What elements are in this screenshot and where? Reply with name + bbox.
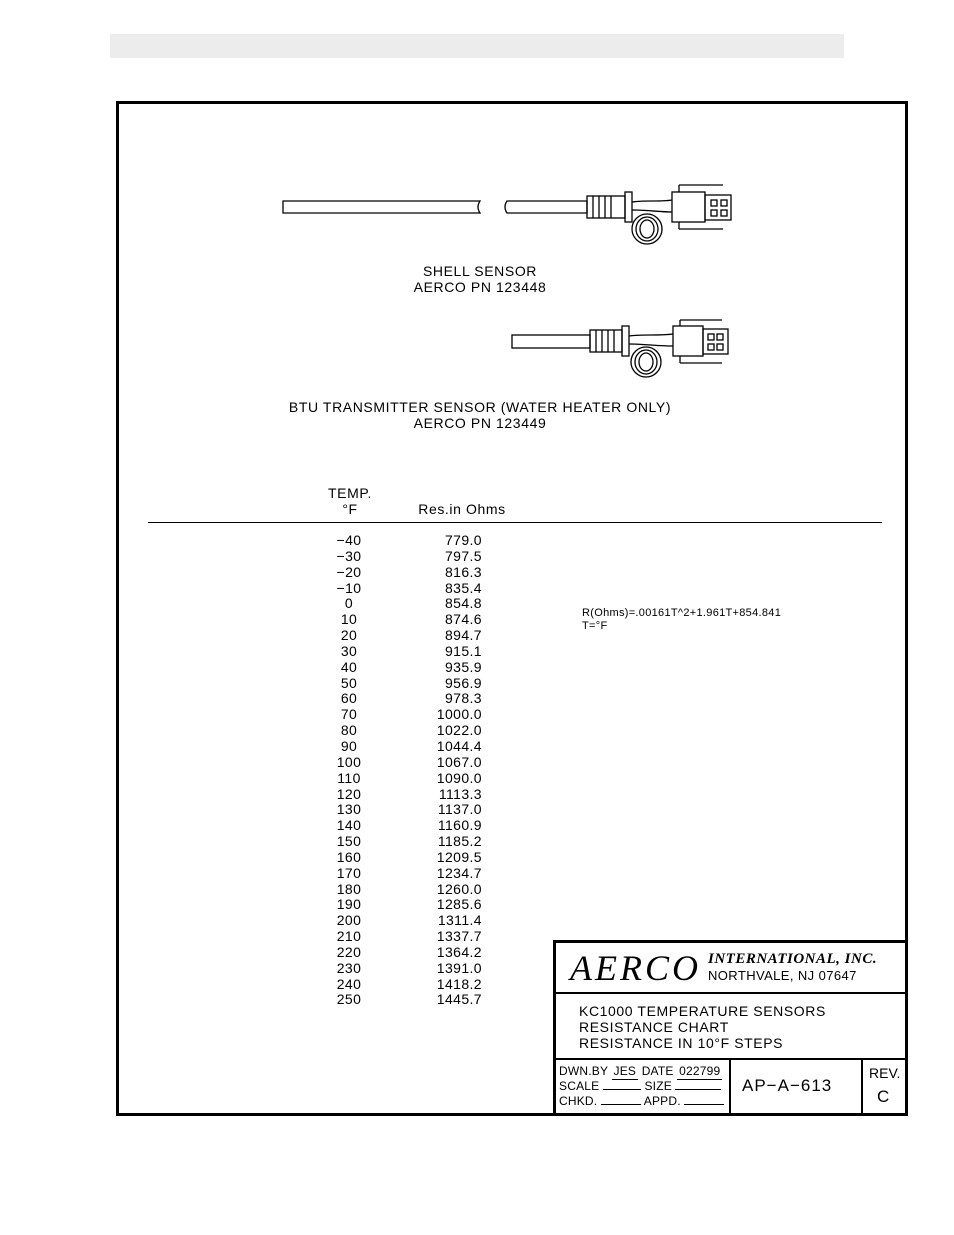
- shell-sensor-drawing: [275, 180, 745, 256]
- temperature-cell: 200: [336, 912, 362, 929]
- resistance-cell: 1113.3: [438, 785, 482, 802]
- temperature-cell: 130: [336, 801, 362, 818]
- resistance-cell: 1391.0: [436, 959, 482, 976]
- chkd-blank: [601, 1094, 641, 1105]
- appd-label: APPD.: [643, 1094, 681, 1108]
- temperature-cell: 60: [340, 690, 358, 707]
- temperature-cell: 90: [340, 737, 358, 754]
- resistance-column: [402, 533, 482, 1008]
- resistance-cell: 1285.6: [436, 896, 482, 913]
- drawing-number: AP−A−613: [742, 1076, 833, 1095]
- resistance-cell: 1209.5: [436, 848, 482, 865]
- temp-unit-header: °F: [342, 501, 358, 517]
- resistance-cell: 1234.7: [436, 864, 482, 881]
- resistance-cell: 854.8: [444, 595, 482, 612]
- resistance-cell: 978.3: [444, 690, 482, 707]
- resistance-cell: 1137.0: [437, 801, 482, 818]
- temperature-cell: 170: [336, 864, 362, 881]
- rev-label: REV.: [869, 1065, 901, 1081]
- resistance-cell: 779.0: [444, 532, 482, 548]
- temperature-cell: 110: [337, 769, 361, 786]
- title-line-2: RESISTANCE CHART: [579, 1019, 729, 1035]
- resistance-cell: 1090.0: [436, 769, 482, 786]
- title-line-3: RESISTANCE IN 10°F STEPS: [579, 1035, 784, 1051]
- size-blank: [675, 1079, 721, 1090]
- table-divider: [148, 522, 882, 523]
- resistance-cell: 835.4: [444, 579, 482, 596]
- resistance-cell: 1000.0: [436, 706, 482, 723]
- company-name: INTERNATIONAL, INC.: [708, 951, 878, 967]
- resistance-cell: 1160.9: [437, 817, 482, 834]
- date-label: DATE: [641, 1064, 674, 1078]
- resistance-cell: 1044.4: [436, 737, 482, 754]
- temperature-cell: 10: [340, 611, 358, 628]
- resistance-cell: 915.1: [444, 642, 482, 659]
- resistance-cell: 1260.0: [436, 880, 482, 897]
- approval-section: [556, 1060, 905, 1113]
- temperature-cell: 0: [344, 595, 354, 612]
- drawn-by-row: [559, 1064, 722, 1080]
- temperature-cell: 80: [340, 722, 358, 739]
- temperature-cell: 70: [340, 706, 358, 723]
- scale-blank: [603, 1079, 641, 1090]
- temperature-cell: −10: [336, 579, 362, 596]
- resistance-cell: 956.9: [444, 674, 482, 691]
- temperature-cell: 160: [336, 848, 362, 865]
- temperature-cell: 50: [340, 674, 358, 691]
- formula-line-1: R(Ohms)=.00161T^2+1.961T+854.841: [582, 607, 782, 619]
- temperature-cell: 20: [340, 627, 358, 644]
- company-address: NORTHVALE, NJ 07647: [708, 968, 857, 983]
- resistance-cell: 1445.7: [436, 991, 482, 1008]
- temperature-cell: 240: [336, 975, 362, 992]
- btu-sensor-drawing: [508, 318, 748, 384]
- chkd-label: CHKD.: [559, 1094, 598, 1108]
- temperature-cell: −20: [336, 563, 362, 580]
- resistance-formula: [582, 607, 781, 633]
- title-line-1: KC1000 TEMPERATURE SENSORS: [579, 1003, 826, 1019]
- resistance-header: Res.in Ohms: [418, 501, 506, 517]
- resistance-cell: 1067.0: [436, 753, 482, 770]
- shell-sensor-label: SHELL SENSOR: [422, 263, 538, 279]
- temperature-cell: 40: [340, 658, 358, 675]
- scale-row: [559, 1079, 721, 1094]
- dwn-by-value: JES: [613, 1064, 637, 1078]
- shell-sensor-pn: AERCO PN 123448: [413, 279, 547, 295]
- resistance-cell: 894.7: [444, 627, 482, 644]
- temperature-cell: 190: [336, 896, 362, 913]
- temperature-cell: 210: [336, 928, 362, 945]
- resistance-cell: 816.3: [444, 563, 482, 580]
- resistance-cell: 1337.7: [436, 928, 482, 945]
- formula-line-2: T=°F: [582, 620, 608, 632]
- company-section: [556, 943, 905, 994]
- aerco-logo: AERCO: [570, 948, 701, 988]
- resistance-cell: 1418.2: [436, 975, 482, 992]
- resistance-cell: 1364.2: [436, 943, 482, 960]
- temperature-cell: 140: [336, 817, 362, 834]
- temperature-cell: 150: [336, 833, 362, 850]
- temperature-cell: 250: [336, 991, 362, 1008]
- page-header-bar: [110, 34, 844, 58]
- temperature-cell: 120: [336, 785, 362, 802]
- resistance-cell: 874.6: [444, 611, 482, 628]
- temperature-cell: −30: [336, 547, 362, 564]
- checked-row: [559, 1094, 724, 1109]
- drawing-title-section: [556, 992, 905, 1060]
- temperature-cell: 230: [336, 959, 362, 976]
- resistance-cell: 1022.0: [436, 722, 482, 739]
- temperature-cell: 220: [336, 943, 362, 960]
- dwn-by-label: DWN.BY: [559, 1064, 608, 1078]
- btu-sensor-label: BTU TRANSMITTER SENSOR (WATER HEATER ONLY): [288, 399, 672, 415]
- resistance-cell: 1185.2: [437, 833, 482, 850]
- resistance-cell: 1311.4: [437, 912, 482, 929]
- temp-header: TEMP.: [328, 485, 372, 501]
- temperature-column: [318, 533, 380, 1008]
- temperature-cell: 30: [340, 642, 358, 659]
- appd-blank: [684, 1094, 724, 1105]
- title-block: [553, 940, 905, 1113]
- date-value: 022799: [679, 1064, 721, 1078]
- temperature-cell: −40: [336, 532, 362, 548]
- divider-1: [729, 1060, 731, 1113]
- divider-2: [861, 1060, 863, 1113]
- resistance-cell: 935.9: [444, 658, 482, 675]
- size-label: SIZE: [644, 1079, 672, 1093]
- rev-value: C: [877, 1087, 890, 1106]
- resistance-cell: 797.5: [444, 547, 482, 564]
- btu-sensor-pn: AERCO PN 123449: [413, 415, 547, 431]
- scale-label: SCALE: [559, 1079, 600, 1093]
- temperature-cell: 100: [336, 753, 362, 770]
- temperature-cell: 180: [336, 880, 362, 897]
